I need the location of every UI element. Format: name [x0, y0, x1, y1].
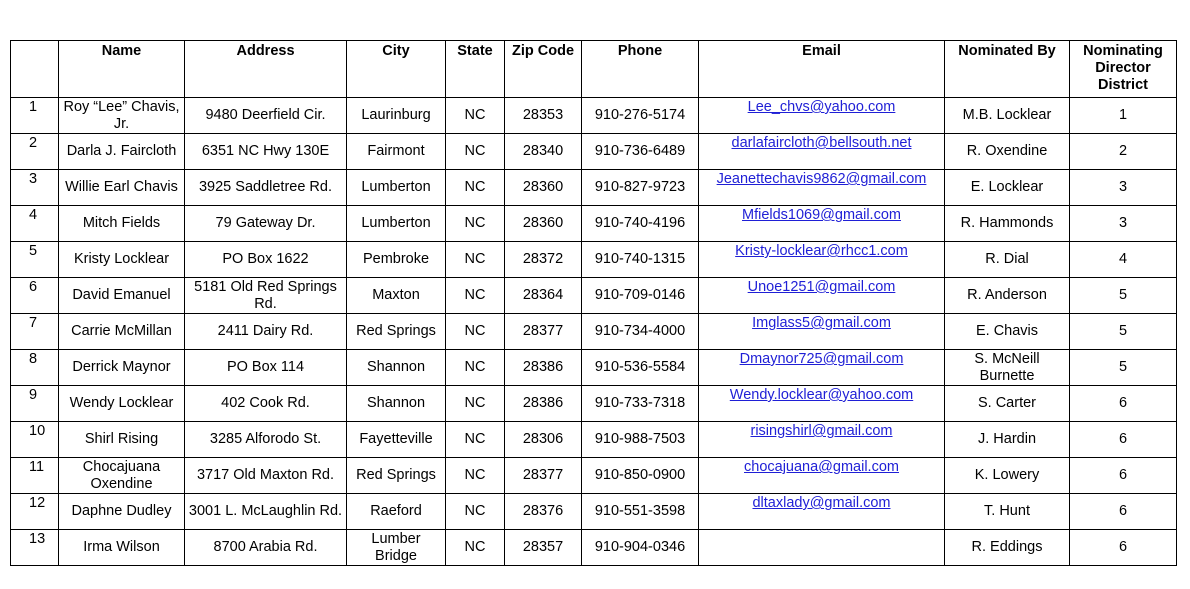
row-number-cell: 12	[11, 494, 59, 530]
nominee-name-cell: Roy “Lee” Chavis, Jr.	[59, 98, 185, 134]
nominated-by-cell: M.B. Locklear	[945, 98, 1070, 134]
header-row	[11, 41, 1177, 98]
table-row	[11, 350, 1177, 386]
nominee-name-cell: Darla J. Faircloth	[59, 134, 185, 170]
table-row	[11, 386, 1177, 422]
table-row	[11, 278, 1177, 314]
nominee-state-cell: NC	[446, 98, 505, 134]
nominated-by-cell: T. Hunt	[945, 494, 1070, 530]
column-header-number	[11, 41, 59, 98]
nominating-district-cell: 4	[1070, 242, 1177, 278]
nominee-phone-cell: 910-733-7318	[582, 386, 699, 422]
nominated-by-cell: K. Lowery	[945, 458, 1070, 494]
table-row	[11, 458, 1177, 494]
nominee-name-cell: Mitch Fields	[59, 206, 185, 242]
column-header-nominated-by: Nominated By	[945, 41, 1070, 98]
nominated-by-cell: J. Hardin	[945, 422, 1070, 458]
nominee-phone-cell: 910-904-0346	[582, 530, 699, 566]
row-number-cell: 7	[11, 314, 59, 350]
nominating-district-cell: 6	[1070, 458, 1177, 494]
table-body	[11, 98, 1177, 566]
nominee-zip-cell: 28353	[505, 98, 582, 134]
nominee-state-cell: NC	[446, 134, 505, 170]
row-number-cell: 1	[11, 98, 59, 134]
nominee-phone-cell: 910-740-1315	[582, 242, 699, 278]
nominee-zip-cell: 28386	[505, 350, 582, 386]
nominee-email-cell	[699, 134, 945, 170]
column-header-email: Email	[699, 41, 945, 98]
nominee-city-cell: Fairmont	[347, 134, 446, 170]
nominee-state-cell: NC	[446, 170, 505, 206]
nominated-by-cell: R. Dial	[945, 242, 1070, 278]
nominee-phone-cell: 910-536-5584	[582, 350, 699, 386]
nominating-district-cell: 5	[1070, 350, 1177, 386]
nominee-zip-cell: 28386	[505, 386, 582, 422]
row-number-cell: 11	[11, 458, 59, 494]
nominee-state-cell: NC	[446, 350, 505, 386]
nominee-city-cell: Red Springs	[347, 458, 446, 494]
table-row	[11, 206, 1177, 242]
nominating-district-cell: 3	[1070, 206, 1177, 242]
nominee-email-cell	[699, 278, 945, 314]
row-number-cell: 6	[11, 278, 59, 314]
email-link[interactable]: dltaxlady@gmail.com	[752, 495, 891, 511]
nominee-state-cell: NC	[446, 206, 505, 242]
nominating-district-cell: 3	[1070, 170, 1177, 206]
nominated-by-cell: R. Eddings	[945, 530, 1070, 566]
nominee-phone-cell: 910-740-4196	[582, 206, 699, 242]
nominating-district-cell: 5	[1070, 278, 1177, 314]
nominee-state-cell: NC	[446, 494, 505, 530]
nominee-address-cell: 3285 Alforodo St.	[185, 422, 347, 458]
nominee-zip-cell: 28306	[505, 422, 582, 458]
nominee-city-cell: Pembroke	[347, 242, 446, 278]
nominee-name-cell: David Emanuel	[59, 278, 185, 314]
nominee-zip-cell: 28360	[505, 170, 582, 206]
nominated-by-cell: R. Hammonds	[945, 206, 1070, 242]
table-row	[11, 170, 1177, 206]
nominee-phone-cell: 910-827-9723	[582, 170, 699, 206]
nominee-zip-cell: 28360	[505, 206, 582, 242]
nominee-name-cell: Daphne Dudley	[59, 494, 185, 530]
nominee-phone-cell: 910-988-7503	[582, 422, 699, 458]
row-number-cell: 10	[11, 422, 59, 458]
email-link[interactable]: risingshirl@gmail.com	[750, 423, 893, 439]
nominee-zip-cell: 28372	[505, 242, 582, 278]
nominating-district-cell: 1	[1070, 98, 1177, 134]
nominee-phone-cell: 910-736-6489	[582, 134, 699, 170]
nominee-city-cell: Laurinburg	[347, 98, 446, 134]
nominating-district-cell: 6	[1070, 422, 1177, 458]
table-row	[11, 422, 1177, 458]
email-link[interactable]: Dmaynor725@gmail.com	[739, 351, 904, 367]
nominated-by-cell: S. Carter	[945, 386, 1070, 422]
nominating-district-cell: 6	[1070, 530, 1177, 566]
column-header-state: State	[446, 41, 505, 98]
nominee-state-cell: NC	[446, 314, 505, 350]
column-header-city: City	[347, 41, 446, 98]
nominating-district-cell: 5	[1070, 314, 1177, 350]
nominee-zip-cell: 28377	[505, 458, 582, 494]
nominee-city-cell: Lumber Bridge	[347, 530, 446, 566]
nominee-phone-cell: 910-276-5174	[582, 98, 699, 134]
email-link[interactable]: Wendy.locklear@yahoo.com	[729, 387, 914, 403]
row-number-cell: 5	[11, 242, 59, 278]
table-row	[11, 134, 1177, 170]
nominee-zip-cell: 28376	[505, 494, 582, 530]
nominee-email-cell	[699, 530, 945, 566]
nominee-address-cell: 9480 Deerfield Cir.	[185, 98, 347, 134]
nominee-address-cell: 3001 L. McLaughlin Rd.	[185, 494, 347, 530]
nominee-address-cell: 402 Cook Rd.	[185, 386, 347, 422]
nominated-by-cell: S. McNeill Burnette	[945, 350, 1070, 386]
nominee-name-cell: Shirl Rising	[59, 422, 185, 458]
email-link[interactable]: Lee_chvs@yahoo.com	[747, 99, 896, 115]
nominee-address-cell: 2411 Dairy Rd.	[185, 314, 347, 350]
row-number-cell: 9	[11, 386, 59, 422]
nominating-district-cell: 6	[1070, 386, 1177, 422]
nominee-address-cell: 3717 Old Maxton Rd.	[185, 458, 347, 494]
nominee-name-cell: Derrick Maynor	[59, 350, 185, 386]
email-link[interactable]: Imglass5@gmail.com	[752, 315, 891, 331]
nominee-email-cell	[699, 170, 945, 206]
nominee-email-cell	[699, 314, 945, 350]
nominee-zip-cell: 28377	[505, 314, 582, 350]
nominee-address-cell: 6351 NC Hwy 130E	[185, 134, 347, 170]
table-row	[11, 494, 1177, 530]
nominee-table	[10, 40, 1177, 566]
nominee-zip-cell: 28357	[505, 530, 582, 566]
nominee-phone-cell: 910-850-0900	[582, 458, 699, 494]
nominee-zip-cell: 28340	[505, 134, 582, 170]
nominee-state-cell: NC	[446, 530, 505, 566]
nominee-address-cell: 3925 Saddletree Rd.	[185, 170, 347, 206]
nominated-by-cell: E. Locklear	[945, 170, 1070, 206]
nominating-district-cell: 6	[1070, 494, 1177, 530]
nominated-by-cell: E. Chavis	[945, 314, 1070, 350]
nominee-phone-cell: 910-734-4000	[582, 314, 699, 350]
nominee-phone-cell: 910-709-0146	[582, 278, 699, 314]
nominee-phone-cell: 910-551-3598	[582, 494, 699, 530]
column-header-name: Name	[59, 41, 185, 98]
table-row	[11, 98, 1177, 134]
nominee-email-cell	[699, 350, 945, 386]
nominated-by-cell: R. Anderson	[945, 278, 1070, 314]
nominee-address-cell: 8700 Arabia Rd.	[185, 530, 347, 566]
nominee-city-cell: Raeford	[347, 494, 446, 530]
nominee-name-cell: Willie Earl Chavis	[59, 170, 185, 206]
nominee-email-cell	[699, 422, 945, 458]
email-link[interactable]: darlafaircloth@bellsouth.net	[731, 135, 912, 151]
nominee-address-cell: PO Box 1622	[185, 242, 347, 278]
email-link[interactable]: Mfields1069@gmail.com	[742, 207, 901, 223]
nominee-email-cell	[699, 98, 945, 134]
nominee-name-cell: Irma Wilson	[59, 530, 185, 566]
nominated-by-cell: R. Oxendine	[945, 134, 1070, 170]
table-row	[11, 242, 1177, 278]
column-header-zip: Zip Code	[505, 41, 582, 98]
nominee-city-cell: Red Springs	[347, 314, 446, 350]
nominee-zip-cell: 28364	[505, 278, 582, 314]
nominee-email-cell	[699, 458, 945, 494]
nominee-email-cell	[699, 242, 945, 278]
email-link[interactable]: Unoe1251@gmail.com	[747, 279, 896, 295]
row-number-cell: 2	[11, 134, 59, 170]
nominee-city-cell: Lumberton	[347, 170, 446, 206]
nominee-email-cell	[699, 386, 945, 422]
nominee-address-cell: 5181 Old Red Springs Rd.	[185, 278, 347, 314]
nominee-city-cell: Fayetteville	[347, 422, 446, 458]
table-row	[11, 314, 1177, 350]
nominee-name-cell: Carrie McMillan	[59, 314, 185, 350]
column-header-phone: Phone	[582, 41, 699, 98]
nominee-city-cell: Shannon	[347, 350, 446, 386]
table-row	[11, 530, 1177, 566]
row-number-cell: 4	[11, 206, 59, 242]
nominee-state-cell: NC	[446, 386, 505, 422]
row-number-cell: 13	[11, 530, 59, 566]
email-link[interactable]: Jeanettechavis9862@gmail.com	[716, 171, 927, 187]
nominee-name-cell: Kristy Locklear	[59, 242, 185, 278]
nominee-address-cell: 79 Gateway Dr.	[185, 206, 347, 242]
nominee-state-cell: NC	[446, 422, 505, 458]
nominee-state-cell: NC	[446, 278, 505, 314]
email-link[interactable]: chocajuana@gmail.com	[744, 459, 899, 475]
column-header-address: Address	[185, 41, 347, 98]
nominee-name-cell: Wendy Locklear	[59, 386, 185, 422]
nominee-state-cell: NC	[446, 458, 505, 494]
nominee-name-cell: Chocajuana Oxendine	[59, 458, 185, 494]
email-link[interactable]: Kristy-locklear@rhcc1.com	[735, 243, 908, 259]
row-number-cell: 8	[11, 350, 59, 386]
nominating-district-cell: 2	[1070, 134, 1177, 170]
nominee-address-cell: PO Box 114	[185, 350, 347, 386]
nominee-city-cell: Lumberton	[347, 206, 446, 242]
nominee-city-cell: Maxton	[347, 278, 446, 314]
nominee-state-cell: NC	[446, 242, 505, 278]
nominee-email-cell	[699, 494, 945, 530]
nominee-email-cell	[699, 206, 945, 242]
nominee-city-cell: Shannon	[347, 386, 446, 422]
row-number-cell: 3	[11, 170, 59, 206]
column-header-district: Nominating Director District	[1070, 41, 1177, 98]
